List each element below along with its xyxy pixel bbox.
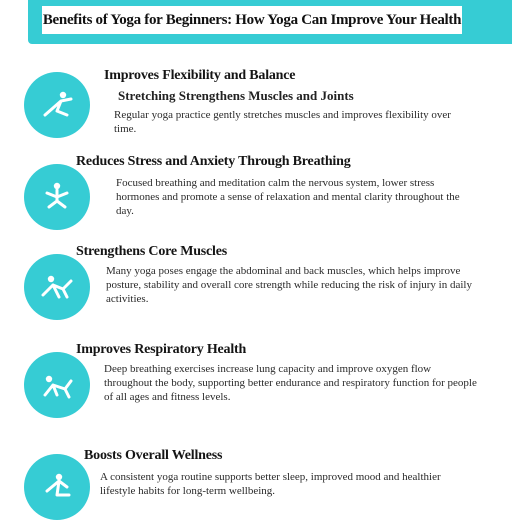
section-title: Improves Flexibility and Balance <box>104 68 296 83</box>
header-title-box <box>42 6 462 34</box>
seated-pose-icon <box>24 454 90 520</box>
stretch-pose-icon <box>24 254 90 320</box>
page-title: Benefits of Yoga for Beginners: How Yoga Can Improve Your Health <box>42 11 462 28</box>
yoga-pose-icon <box>24 72 90 138</box>
section-stress <box>0 150 512 245</box>
reclined-pose-icon <box>24 352 90 418</box>
section-title: Strengthens Core Muscles <box>76 244 228 259</box>
section-wellness <box>0 440 512 512</box>
section-body: Deep breathing exercises increase lung capacity and improve oxygen flow throughout the body, supporting better endurance and respiratory function for people of all ages and fitness levels. <box>104 363 477 403</box>
section-body: Many yoga poses engage the abdominal and back muscles, which helps improve posture, stability and overall core strength while reducing the risk of injury in daily activities. <box>106 265 472 305</box>
section-subtitle: Stretching Strengthens Muscles and Joints <box>118 88 354 103</box>
section-core <box>0 240 512 335</box>
meditation-icon <box>24 164 90 230</box>
section-flexibility <box>0 60 512 150</box>
section-body: Focused breathing and meditation calm the nervous system, lower stress hormones and promote a sense of relaxation and mental clarity throughout the day. <box>116 177 460 217</box>
section-title: Improves Respiratory Health <box>76 342 247 357</box>
section-body: A consistent yoga routine supports better sleep, improved mood and healthier lifestyle habits for long-term wellbeing. <box>100 471 441 497</box>
section-respiratory <box>0 338 512 438</box>
section-title: Reduces Stress and Anxiety Through Breathing <box>76 154 351 169</box>
section-body: Regular yoga practice gently stretches muscles and improves flexibility over time. <box>114 109 451 135</box>
section-title: Boosts Overall Wellness <box>84 448 223 463</box>
